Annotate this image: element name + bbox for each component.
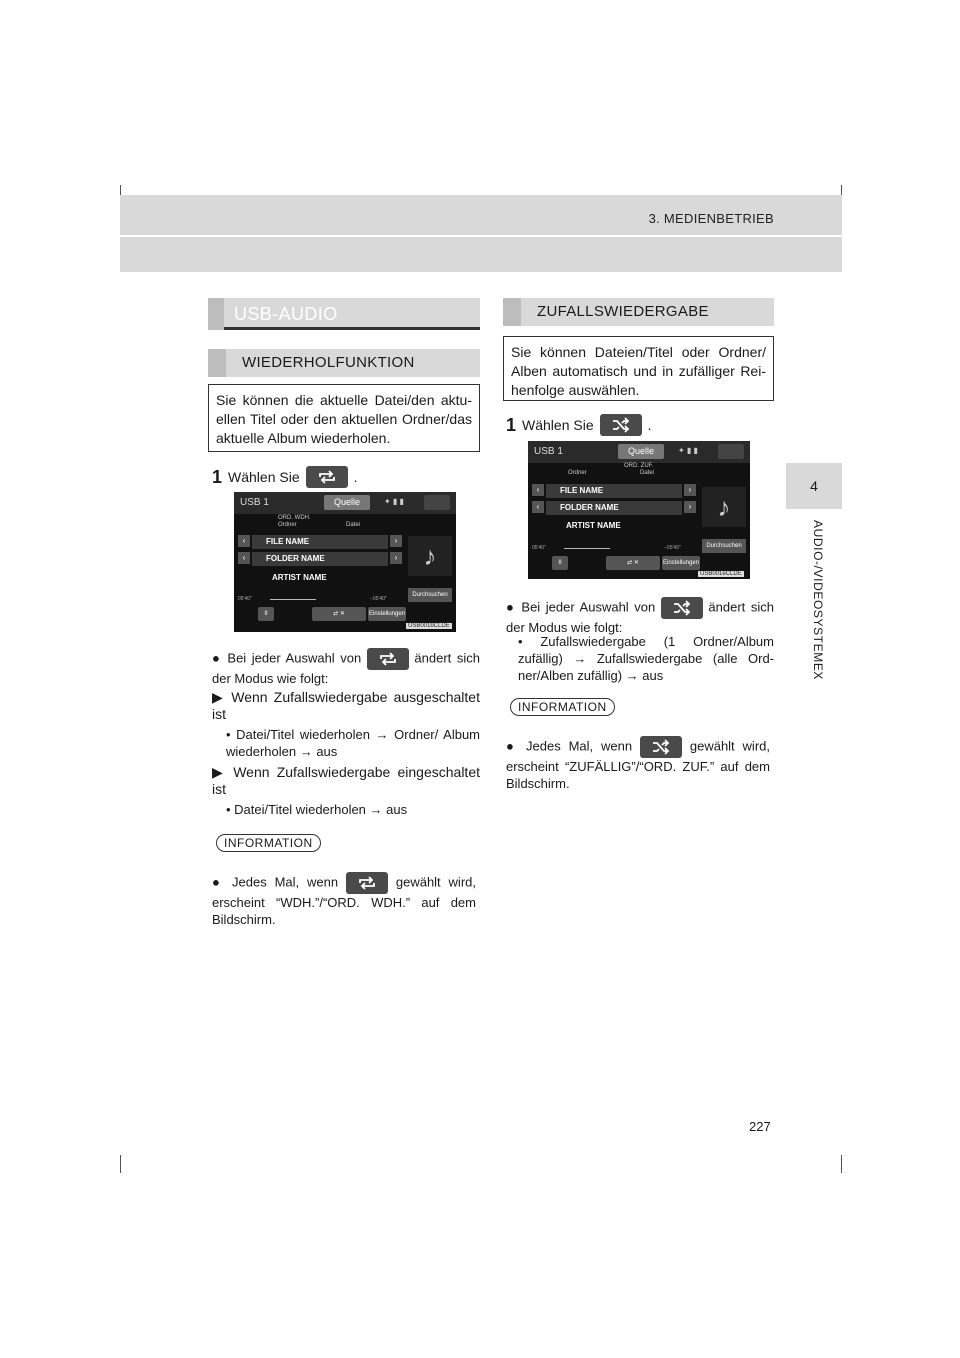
section-title: 3. MEDIENBETRIEB [648,211,774,226]
repeat-shuffle-buttons[interactable]: ⇄ ✕ [606,556,660,570]
info-label: INFORMATION [216,834,321,852]
back-button[interactable] [424,495,450,510]
artist-row: ARTIST NAME [566,521,621,530]
file-row: FILE NAME [252,535,388,549]
shuffle-icon[interactable] [661,597,703,619]
crop-mark [120,185,121,195]
prev-folder-button[interactable]: ‹ [532,501,544,513]
sub-heading-shuffle: ZUFALLSWIEDERGABE [503,298,774,326]
folder-row: FOLDER NAME [252,552,388,566]
image-code: USB001eCLDE [700,571,742,577]
file-row: FILE NAME [546,484,682,498]
bullet-repeat-mode: ● Bei jeder Auswahl von ändert sich der Modus wie folgt: [212,648,480,687]
info-label: INFORMATION [510,698,615,716]
repeat-icon[interactable] [306,466,348,488]
next-file-button[interactable]: › [684,484,696,496]
bullet-shuffle-mode: ● Bei jeder Auswahl von ändert sich der Modus wie folgt: [506,597,774,636]
pause-button[interactable]: II [552,556,568,570]
screen-title: USB 1 [240,497,269,508]
mode-file: Datei [346,522,361,528]
music-note-icon: ♪ [702,487,746,527]
intro-box-shuffle: Sie können Dateien/Titel oder Ordner/ Alben automatisch und in zufälliger Rei-henfolge auswählen. [503,336,774,401]
step-repeat: 1 Wählen Sie . [212,466,358,487]
quelle-button[interactable]: Quelle [618,444,664,459]
screen-shuffle [528,441,750,579]
next-file-button[interactable]: › [390,535,402,547]
progress-bar [270,599,316,600]
prev-folder-button[interactable]: ‹ [238,552,250,564]
time-remaining: −05'40" [664,545,681,551]
page-header [120,195,842,272]
next-folder-button[interactable]: › [684,501,696,513]
prev-file-button[interactable]: ‹ [532,484,544,496]
shuffle-items: • Zufallswiedergabe (1 Ordner/Album zufällig) → Zufallswiedergabe (alle Ord-ner/Alben zufällig) → aus [518,634,774,683]
shuffle-icon[interactable] [640,736,682,758]
prev-file-button[interactable]: ‹ [238,535,250,547]
back-button[interactable] [718,444,744,459]
info-repeat: ● Jedes Mal, wenn gewählt wird, erscheint “WDH.”/“ORD. WDH.” auf dem Bildschirm. [212,872,476,928]
repeat-icon[interactable] [367,648,409,670]
progress-bar [564,548,610,549]
mode-indicator: ORD. ZUF. [624,463,654,469]
image-code: USB001bCLDE [408,623,450,629]
shuffle-icon[interactable] [600,414,642,436]
page-number: 227 [749,1119,771,1134]
mode-file: Datei [640,470,655,476]
browse-button[interactable]: Durchsuchen [408,588,452,602]
pause-button[interactable]: II [258,607,274,621]
mode-folder: Ordner [278,522,297,528]
sub-heading-repeat: WIEDERHOLFUNKTION [208,349,480,377]
folder-row: FOLDER NAME [546,501,682,515]
main-heading: USB-AUDIO [208,298,480,330]
case-shuffle-off: ▶ Wenn Zufallswiedergabe ausgeschaltet ist [212,689,480,722]
status-icons: ✦ ▮ ▮ [678,446,698,455]
time-remaining: −05'40" [370,596,387,602]
settings-button[interactable]: Einstellungen [662,556,700,570]
screen-title: USB 1 [534,446,563,457]
header-rule [120,235,842,237]
screen-repeat [234,492,456,632]
browse-button[interactable]: Durchsuchen [702,539,746,553]
time-elapsed: 05'40" [532,545,546,551]
quelle-button[interactable]: Quelle [324,495,370,510]
step-shuffle: 1 Wählen Sie . [506,414,652,435]
chapter-label: AUDIO-/VIDEOSYSTEMEX [811,520,825,681]
case-shuffle-off-items: • Datei/Titel wiederholen → Ordner/ Album wiederholen → aus [226,727,480,759]
next-folder-button[interactable]: › [390,552,402,564]
settings-button[interactable]: Einstellungen [368,607,406,621]
crop-mark [841,1155,842,1173]
music-note-icon: ♪ [408,536,452,576]
repeat-icon[interactable] [346,872,388,894]
artist-row: ARTIST NAME [272,573,327,582]
mode-indicator: ORD. WDH. [278,515,311,521]
crop-mark [841,185,842,195]
info-shuffle: ● Jedes Mal, wenn gewählt wird, erscheint “ZUFÄLLIG”/“ORD. ZUF.” auf dem Bildschirm. [506,736,770,792]
mode-folder: Ordner [568,470,587,476]
repeat-shuffle-buttons[interactable]: ⇄ ✕ [312,607,366,621]
case-shuffle-on: ▶ Wenn Zufallswiedergabe eingeschaltet ist [212,764,480,797]
status-icons: ✦ ▮ ▮ [384,497,404,506]
intro-box-repeat: Sie können die aktuelle Datei/den aktu-ellen Titel oder den aktuellen Ordner/das aktuelle Album wiederholen. [208,384,480,452]
chapter-tab: 4 [786,463,842,509]
time-elapsed: 05'40" [238,596,252,602]
crop-mark [120,1155,121,1173]
case-shuffle-on-items: • Datei/Titel wiederholen → aus [226,802,408,817]
